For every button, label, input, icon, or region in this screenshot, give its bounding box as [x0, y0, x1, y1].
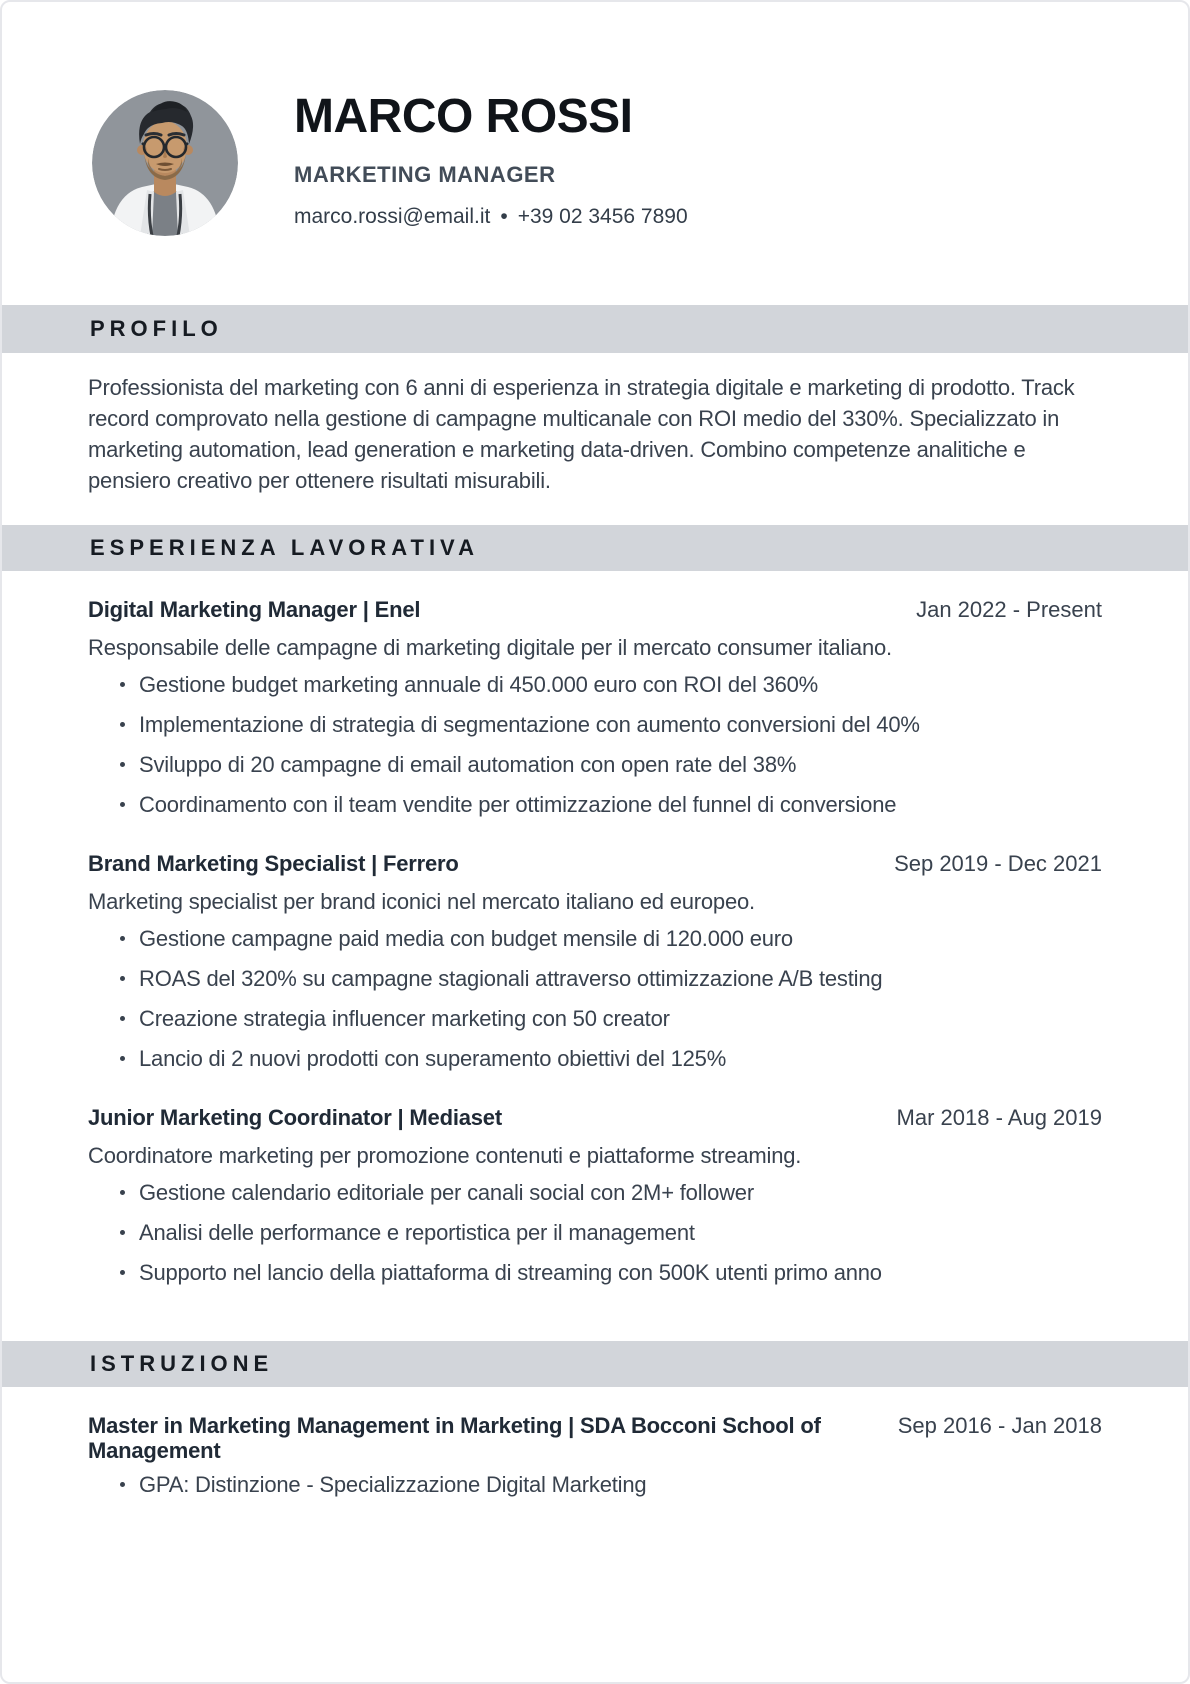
- person-job-title: MARKETING MANAGER: [294, 162, 556, 187]
- job-title: Digital Marketing Manager | Enel: [88, 597, 421, 622]
- job-bullet: Implementazione di strategia di segmentazione con aumento conversioni del 40%: [88, 709, 1102, 740]
- job-bullet: Gestione budget marketing annuale di 450.000 euro con ROI del 360%: [88, 669, 1102, 700]
- job-bullet: Creazione strategia influencer marketing con 50 creator: [88, 1003, 1102, 1034]
- job-date-range: Jan 2022 - Present: [916, 597, 1102, 622]
- job-bullet: Analisi delle performance e reportistica per il management: [88, 1217, 1102, 1248]
- job-entry-header: [88, 1105, 1102, 1131]
- job-date-range: Sep 2019 - Dec 2021: [894, 851, 1102, 876]
- job-bullet: Gestione calendario editoriale per canali social con 2M+ follower: [88, 1177, 1102, 1208]
- contact-line: [294, 205, 688, 229]
- job-bullet-list: [88, 923, 1102, 1074]
- email-text: marco.rossi@email.it: [294, 205, 491, 228]
- job-entry: [88, 851, 1102, 1074]
- education-section: [2, 1413, 1188, 1500]
- job-description: Responsabile delle campagne di marketing digitale per il mercato consumer italiano.: [88, 635, 892, 660]
- section-heading-profilo: PROFILO: [90, 316, 223, 341]
- education-date-range: Sep 2016 - Jan 2018: [897, 1413, 1102, 1438]
- job-bullet: Coordinamento con il team vendite per ottimizzazione del funnel di conversione: [88, 789, 1102, 820]
- education-bullet: GPA: Distinzione - Specializzazione Digital Marketing: [88, 1469, 1102, 1500]
- job-entry: [88, 1105, 1102, 1288]
- phone-text: +39 02 3456 7890: [517, 205, 688, 228]
- education-entry-header: [88, 1413, 1102, 1463]
- person-name: MARCO ROSSI: [294, 90, 633, 143]
- section-banner-profilo: [2, 305, 1188, 353]
- education-entry: [88, 1413, 1102, 1500]
- job-description: Marketing specialist per brand iconici nel mercato italiano ed europeo.: [88, 889, 755, 914]
- job-bullet: Supporto nel lancio della piattaforma di streaming con 500K utenti primo anno: [88, 1257, 1102, 1288]
- job-bullet-list: [88, 669, 1102, 820]
- header-identity: [294, 90, 688, 236]
- profile-summary-text: Professionista del marketing con 6 anni di esperienza in strategia digitale e marketing di prodotto. Track record comprovato nella gestione di campagne multicanale con ROI medio del 330%. Specializzato in marketing automation, lead generation e marketing data-driven. Combino competenze analitiche e pensiero creativo per ottenere risultati misurabili.: [88, 375, 1075, 493]
- contact-separator-dot: •: [500, 205, 508, 228]
- experience-section: [2, 597, 1188, 1288]
- job-bullet: Lancio di 2 nuovi prodotti con superamento obiettivi del 125%: [88, 1043, 1102, 1074]
- section-banner-esperienza: [2, 525, 1188, 571]
- section-heading-esperienza: ESPERIENZA LAVORATIVA: [90, 535, 479, 560]
- section-heading-istruzione: ISTRUZIONE: [90, 1351, 274, 1376]
- person-portrait-icon: [92, 90, 238, 236]
- job-bullet: Sviluppo di 20 campagne di email automation con open rate del 38%: [88, 749, 1102, 780]
- job-entry-header: [88, 851, 1102, 877]
- education-title: Master in Marketing Management in Marketing | SDA Bocconi School of Management: [88, 1413, 821, 1463]
- job-title: Junior Marketing Coordinator | Mediaset: [88, 1105, 502, 1130]
- resume-header: [2, 2, 1188, 236]
- job-date-range: Mar 2018 - Aug 2019: [896, 1105, 1102, 1130]
- section-banner-istruzione: [2, 1341, 1188, 1387]
- education-bullet-list: [88, 1469, 1102, 1500]
- profile-photo: [92, 90, 238, 236]
- job-description: Coordinatore marketing per promozione contenuti e piattaforme streaming.: [88, 1143, 802, 1168]
- job-bullet: ROAS del 320% su campagne stagionali attraverso ottimizzazione A/B testing: [88, 963, 1102, 994]
- job-title: Brand Marketing Specialist | Ferrero: [88, 851, 459, 876]
- job-entry: [88, 597, 1102, 820]
- job-entry-header: [88, 597, 1102, 623]
- job-bullet: Gestione campagne paid media con budget mensile di 120.000 euro: [88, 923, 1102, 954]
- job-bullet-list: [88, 1177, 1102, 1288]
